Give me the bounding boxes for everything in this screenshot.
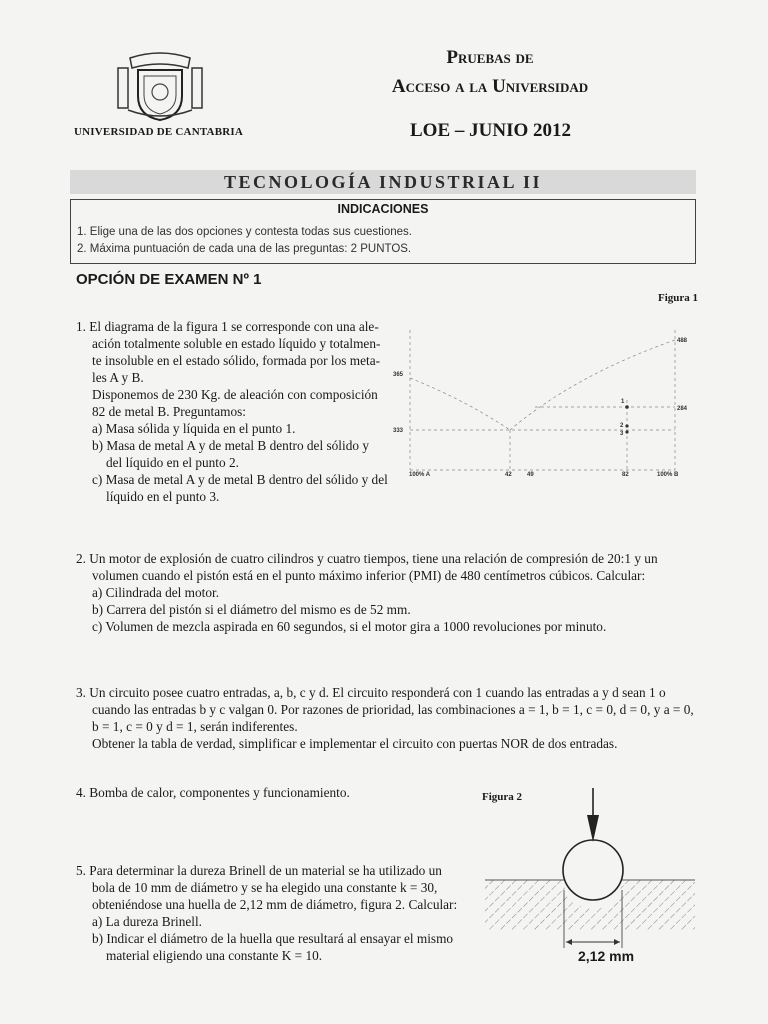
q1-line: les A y B. — [92, 370, 144, 385]
q1-line: líquido en el punto 3. — [106, 489, 220, 504]
q5-line: b) Indicar el diámetro de la huella que resultará al ensayar el mismo — [92, 931, 454, 946]
subject-title: TECNOLOGÍA INDUSTRIAL II — [223, 172, 543, 192]
q1-line: b) Masa de metal A y de metal B dentro del sólido y — [92, 438, 369, 453]
q1-line: a) Masa sólida y líquida en el punto 1. — [92, 421, 296, 436]
indenter-ball — [563, 840, 623, 900]
liquidus-left — [410, 378, 510, 430]
label-point-1: 1 — [621, 399, 625, 405]
q2-line: 2. Un motor de explosión de cuatro cilindros y cuatro tiempos, tiene una relación de compresión de 20:1 y un — [76, 551, 658, 566]
label-point-2: 2 — [620, 423, 624, 429]
label-488: 488 — [677, 338, 688, 344]
instructions-title: INDICACIONES — [337, 202, 429, 216]
q1-line: ación totalmente soluble en estado líquido y totalmen- — [92, 336, 381, 351]
q5-line: a) La dureza Brinell. — [92, 914, 203, 929]
title-line-2: Acceso a la Universidad — [391, 76, 589, 97]
label-42: 42 — [505, 472, 512, 478]
question-4: 4. Bomba de calor, componentes y funcionamiento. — [76, 785, 350, 800]
q2-line: b) Carrera del pistón si el diámetro del mismo es de 52 mm. — [92, 602, 411, 617]
exam-session: LOE – JUNIO 2012 — [410, 120, 571, 141]
q5-line: bola de 10 mm de diámetro y se ha elegido una constante k = 30, — [92, 880, 438, 895]
q5-line: obteniéndose una huella de 2,12 mm de diámetro, figura 2. Calcular: — [92, 897, 458, 912]
question-5 — [76, 862, 476, 964]
point-1 — [625, 405, 629, 409]
label-284: 284 — [677, 406, 688, 412]
imprint-diameter-label: 2,12 mm — [578, 948, 635, 964]
figure2-brinell-diagram — [480, 780, 700, 955]
q1-line: 82 de metal B. Preguntamos: — [92, 404, 246, 419]
label-point-3: 3 — [620, 431, 624, 437]
q3-line: Obtener la tabla de verdad, simplificar e implementar el circuito con puertas NOR de dos entradas. — [92, 736, 618, 751]
q1-line: Disponemos de 230 Kg. de aleación con composición — [92, 387, 378, 402]
instruction-item: 2. Máxima puntuación de cada una de las preguntas: 2 PUNTOS. — [77, 243, 412, 255]
q2-line: c) Volumen de mezcla aspirada en 60 segundos, si el motor gira a 1000 revoluciones por minuto. — [92, 619, 607, 634]
q1-line: c) Masa de metal A y de metal B dentro del sólido y del — [92, 472, 388, 487]
q2-line: volumen cuando el pistón está en el punto máximo inferior (PMI) de 480 centímetros cúbicos. Calcular: — [92, 568, 646, 583]
q3-line: b = 1, c = 0 y d = 1, serán indiferentes. — [92, 719, 298, 734]
material-block — [485, 880, 695, 930]
question-2 — [76, 550, 706, 635]
title-line-1: Pruebas de — [446, 47, 534, 68]
figure1-phase-diagram — [395, 320, 695, 485]
instruction-item: 1. Elige una de las dos opciones y contesta todas sus cuestiones. — [77, 226, 412, 238]
university-name: UNIVERSIDAD DE CANTABRIA — [74, 126, 244, 138]
q1-line: del líquido en el punto 2. — [106, 455, 239, 470]
point-2 — [625, 424, 628, 427]
question-3 — [76, 684, 706, 752]
figure1-caption: Figura 1 — [658, 292, 699, 304]
university-crest-logo — [110, 50, 210, 122]
q3-line: 3. Un circuito posee cuatro entradas, a, b, c y d. El circuito responderá con 1 cuando las entradas a y d sean 1 o — [76, 685, 666, 700]
force-arrow-head — [587, 815, 599, 842]
label-100b: 100% B — [657, 472, 679, 478]
figure2-caption: Figura 2 — [482, 791, 523, 803]
q3-line: cuando las entradas b y c valgan 0. Por razones de prioridad, las combinaciones a = 1, b = 1, c = 0, d = 0, y a = 0, — [92, 702, 694, 717]
label-82: 82 — [622, 472, 629, 478]
option-title: OPCIÓN DE EXAMEN Nº 1 — [76, 271, 262, 288]
q5-line: material eligiendo una constante K = 10. — [106, 948, 323, 963]
q2-line: a) Cilindrada del motor. — [92, 585, 220, 600]
label-49: 49 — [527, 472, 534, 478]
label-365: 365 — [393, 372, 404, 378]
q1-line: te insoluble en el estado sólido, formada por los meta- — [92, 353, 381, 368]
label-100a: 100% A — [409, 472, 431, 478]
label-333: 333 — [393, 428, 404, 434]
point-3 — [625, 430, 628, 433]
q1-line: 1. El diagrama de la figura 1 se corresponde con una ale- — [76, 319, 379, 334]
q5-line: 5. Para determinar la dureza Brinell de un material se ha utilizado un — [76, 863, 442, 878]
question-1 — [76, 318, 388, 505]
liquidus-right — [510, 340, 675, 430]
